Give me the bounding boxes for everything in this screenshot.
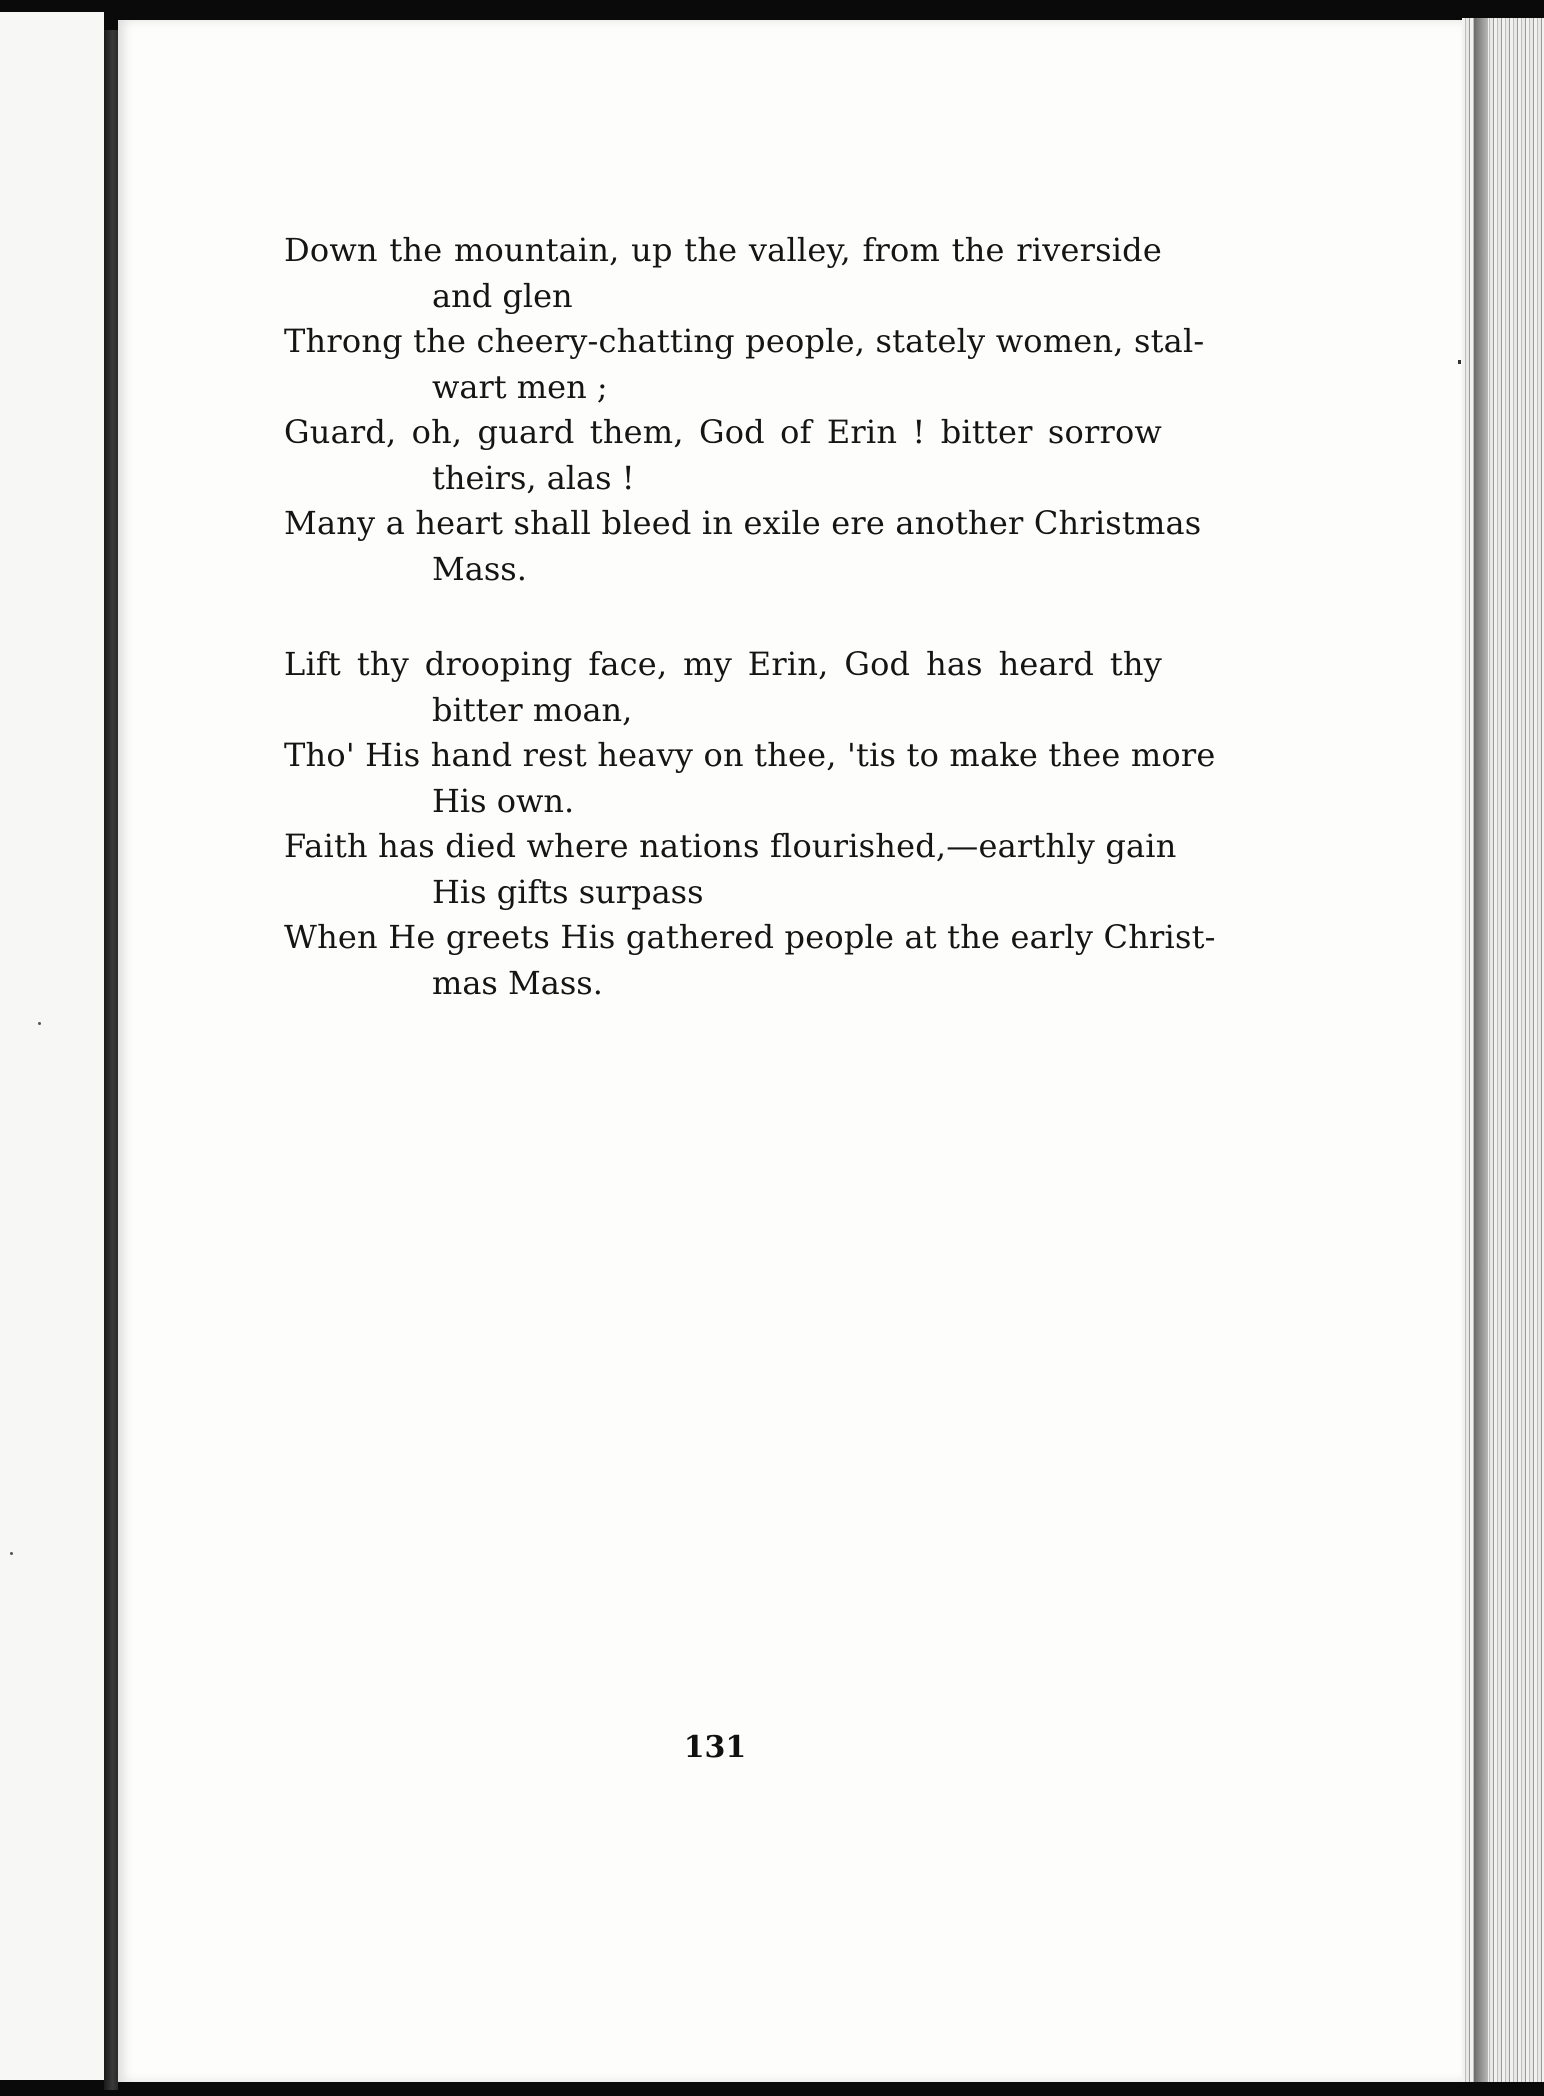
verse-line: Throng the cheery-chatting people, stately women, stal- bbox=[284, 322, 1205, 360]
verse bbox=[284, 824, 1177, 915]
verse bbox=[284, 228, 1162, 319]
verse-line: Tho' His hand rest heavy on thee, 'tis to make thee more bbox=[284, 736, 1216, 774]
verse-line: Faith has died where nations flourished,—earthly gain bbox=[284, 827, 1177, 865]
verse-turnover: wart men ; bbox=[432, 368, 608, 406]
facing-page-edge bbox=[0, 12, 104, 2080]
verse-line: Down the mountain, up the valley, from the riverside bbox=[284, 231, 1162, 269]
verse-line: Guard, oh, guard them, God of Erin ! bitter sorrow bbox=[284, 413, 1162, 451]
verse-line: Lift thy drooping face, my Erin, God has heard thy bbox=[284, 645, 1162, 683]
verse-turnover: His gifts surpass bbox=[432, 873, 704, 911]
stanza-1 bbox=[284, 228, 1205, 592]
verse bbox=[284, 410, 1162, 501]
book-gutter bbox=[104, 30, 118, 2090]
verse-line: When He greets His gathered people at the early Christ- bbox=[284, 918, 1216, 956]
verse-line: Many a heart shall bleed in exile ere another Christmas bbox=[284, 504, 1202, 542]
verse bbox=[284, 733, 1216, 824]
page-edges-shadow bbox=[1474, 18, 1488, 2082]
verse-turnover: theirs, alas ! bbox=[432, 459, 635, 497]
verse-turnover: bitter moan, bbox=[432, 691, 633, 729]
verse bbox=[284, 501, 1202, 592]
verse-turnover: and glen bbox=[432, 277, 573, 315]
verse-turnover: Mass. bbox=[432, 550, 527, 588]
stanza-2 bbox=[284, 642, 1216, 1006]
page-number: 131 bbox=[683, 1730, 747, 1765]
verse bbox=[284, 319, 1205, 410]
verse bbox=[284, 642, 1162, 733]
speck bbox=[1458, 360, 1461, 364]
verse-turnover: mas Mass. bbox=[432, 964, 603, 1002]
verse-turnover: His own. bbox=[432, 782, 575, 820]
speck bbox=[38, 1022, 41, 1025]
verse bbox=[284, 915, 1216, 1006]
speck bbox=[10, 1552, 13, 1555]
poem bbox=[284, 228, 1216, 1056]
